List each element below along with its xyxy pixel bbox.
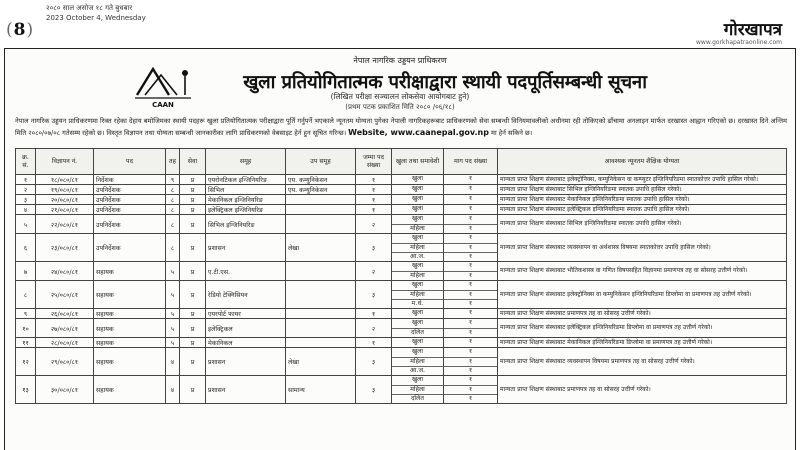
row-quota-entry: महिला [392,385,443,394]
row-service: प्र [180,376,206,404]
row-total-posts: १ [356,195,392,205]
row-demand-entry: १ [468,234,473,241]
row-demand [444,234,498,262]
row-quota [392,185,444,195]
row-serial: ८ [16,281,36,309]
row-quota [392,309,444,319]
row-quota [392,234,444,262]
row-level: ५ [166,319,180,338]
row-post: उपनिर्देशक [94,215,166,234]
newspaper-url: www.gorkhapatraonline.com [696,39,782,46]
row-advertisement-no: २१/०८०/८१ [36,205,94,215]
row-subgroup [286,215,356,234]
row-service: प्र [180,281,206,309]
row-demand [444,309,498,319]
row-level: ५ [166,309,180,319]
row-group: सिभिल इन्जिनियरिङ [206,215,286,234]
row-demand-entry: १ [468,215,473,222]
row-serial: १ [16,175,36,185]
row-demand [444,195,498,205]
table-row [16,262,787,281]
row-service: प्र [180,348,206,376]
row-advertisement-no: २३/०८०/८१ [36,234,94,262]
row-serial: ५ [16,215,36,234]
notice-intro: नेपाल नागरिक उड्डयन प्राधिकरणमा रिक्त रहेका देहाय बमोजिमका स्थायी पदहरू खुला प्रतियोगितात्मक परीक्षाद्वारा पूर्ति गर्नुपर्ने भएकाले न्यूनतम योग्यता पुगेका नेपाली नागरिकहरूबाट प्राधिकरणको सेवा सम्बन्धी विनियमावलीको अधीनमा रही तोकिएको ढाँचामा अनलाइन मार्फत दरखास्त आह्वान गरिएको छ। दरखास्त दिने अन्तिम मिति २०८०/०७/०८ गतेसम्म रहेको छ। विस्तृत विज्ञापन तथा योग्यता सम्बन्धी जानकारीका लागि प्राधिकरणको वेबसाइट हेर्न हुन सूचित गरिन्छ। Website, www.caanepal.gov.np मा हेर्न सकिने छ। [15,117,787,137]
row-quota-entry: खुला [411,348,424,355]
row-serial: १० [16,319,36,338]
row-qualification: मान्यता प्राप्त शिक्षण संस्थाबाट इलेक्ट्रिकल इन्जिनियरिङमा स्नातक उपाधि हासिल गरेको। [498,205,787,215]
row-serial: ३ [16,195,36,205]
row-quota-entry: महिला [392,357,443,366]
row-service: प्र [180,205,206,215]
row-group: एयरोनटिकल इन्जिनियरिङ [206,175,286,185]
row-level: ५ [166,262,180,281]
row-quota-entry: खुला [411,215,424,222]
row-advertisement-no: २२/०८०/८१ [36,215,94,234]
row-demand [444,281,498,309]
row-demand [444,376,498,404]
header-service: सेवा [180,149,206,175]
row-quota-entry: खुला [411,319,424,326]
row-serial: २ [16,185,36,195]
row-advertisement-no: २७/०८०/८१ [36,319,94,338]
row-advertisement-no: २५/०८०/८१ [36,281,94,309]
row-group: इलेक्ट्रिकल [206,319,286,338]
row-quota-entry: खुला [411,309,424,316]
table-row [16,338,787,348]
row-qualification: मान्यता प्राप्त शिक्षण संस्थाबाट मेकानिकल इन्जिनियरिङमा स्नातक उपाधि हासिल गरेको। [498,195,787,205]
row-level: ४ [166,348,180,376]
row-post: सहायक [94,348,166,376]
row-serial: १३ [16,376,36,404]
row-quota-entry: आ.ज. [392,366,443,375]
row-group: ए.टी.एस. [206,262,286,281]
row-demand [444,185,498,195]
row-level: ८ [166,185,180,195]
row-quota [392,205,444,215]
organization-name: नेपाल नागरिक उड्डयन प्राधिकरण [353,56,447,65]
row-qualification: मान्यता प्राप्त शिक्षण संस्थाबाट इलेक्ट्रोनिक्स, कम्युनिकेसन वा कम्प्युटर इन्जिनियरिङमा स्नातकोत्तर उपाधि हासिल गरेको। [498,175,787,185]
row-level: ९ [166,175,180,185]
vacancy-table-body [16,175,787,404]
row-serial: ६ [16,234,36,262]
row-subgroup [286,205,356,215]
row-demand-entry: १ [444,366,497,375]
row-service: प्र [180,185,206,195]
row-qualification: मान्यता प्राप्त शिक्षण संस्थाबाट प्रमाणपत्र तह वा सोसरह उत्तीर्ण गरेको। [498,309,787,319]
row-qualification: मान्यता प्राप्त शिक्षण संस्थाबाट व्यवस्थापन वा अर्थशास्त्र विषयमा स्नातकोत्तर उपाधि हासिल गरेको। [498,234,787,262]
svg-text:CAAN: CAAN [152,101,174,109]
row-level: ८ [166,234,180,262]
table-row [16,205,787,215]
row-service: प्र [180,309,206,319]
row-subgroup [286,338,356,348]
row-demand [444,175,498,185]
row-quota-entry: आ.ज. [392,252,443,261]
row-group: इलेक्ट्रिकल इन्जिनियरिङ [206,205,286,215]
row-quota [392,215,444,234]
row-subgroup [286,262,356,281]
row-quota-entry: खुला [411,234,424,241]
row-quota-entry: महिला [392,271,443,280]
row-group: प्रशासन [206,348,286,376]
vacancy-notice [4,48,796,450]
row-demand-entry: १ [468,281,473,288]
row-demand-entry: १ [444,252,497,261]
row-quota-entry: महिला [392,243,443,252]
table-row [16,348,787,376]
row-demand-entry: १ [444,328,497,337]
newspaper-name: गोरखापत्र [723,20,782,40]
row-demand-entry: १ [468,185,473,192]
row-demand-entry: १ [468,309,473,316]
table-row [16,195,787,205]
row-subgroup: सामान्य [286,376,356,404]
row-subgroup [286,195,356,205]
row-advertisement-no: २९/०८०/८१ [36,348,94,376]
row-quota-entry: खुला [411,338,424,345]
row-post: सहायक [94,376,166,404]
table-row [16,376,787,404]
row-demand-entry: १ [444,243,497,252]
row-subgroup [286,281,356,309]
row-quota [392,376,444,404]
row-group: रेडियो टेक्निसियन [206,281,286,309]
row-qualification: मान्यता प्राप्त शिक्षण संस्थाबाट इलेक्ट्रोनिक्स वा कम्युनिकेसन इन्जिनियरिङमा डिप्लोमा वा प्रमाणपत्र तह उत्तीर्ण गरेको। [498,281,787,309]
row-post: सहायक [94,262,166,281]
header-sn: क्र. सं. [16,149,36,175]
row-demand-entry: १ [468,338,473,345]
row-quota-entry: म.धे. [392,299,443,308]
website-link[interactable]: Website, www.caanepal.gov.np [348,128,489,137]
header-group: समूह [206,149,286,175]
row-quota [392,175,444,185]
row-demand-entry: १ [468,205,473,212]
row-quota-entry: खुला [411,185,424,192]
table-row [16,281,787,309]
row-advertisement-no: २८/०८०/८१ [36,338,94,348]
header-quota: खुला तथा समावेशी [392,149,444,175]
row-level: ४ [166,376,180,404]
row-subgroup [286,309,356,319]
row-qualification: मान्यता प्राप्त शिक्षण संस्थाबाट भौतिकशास्त्र वा गणित विषयसहित विज्ञानमा प्रमाणपत्र तह वा सोसरह उत्तीर्ण गरेको। [498,262,787,281]
row-qualification: मान्यता प्राप्त शिक्षण संस्थाबाट सिभिल इन्जिनियरिङमा स्नातक उपाधि हासिल गरेको। [498,185,787,195]
row-serial: ९ [16,309,36,319]
row-quota [392,195,444,205]
row-advertisement-no: २४/०८०/८१ [36,262,94,281]
row-demand-entry: १ [468,376,473,383]
row-group: मेकानिकल [206,338,286,348]
row-level: ५ [166,281,180,309]
row-advertisement-no: २६/०८०/८१ [36,309,94,319]
row-post: सहायक [94,319,166,338]
row-total-posts: २ [356,215,392,234]
row-level: ८ [166,215,180,234]
row-quota-entry: खुला [411,281,424,288]
row-quota-entry: खुला [411,262,424,269]
row-advertisement-no: १९/०८०/८१ [36,185,94,195]
row-group: मेकानिकल इन्जिनियरिङ [206,195,286,205]
row-total-posts: ३ [356,348,392,376]
row-demand [444,338,498,348]
row-qualification: मान्यता प्राप्त शिक्षण संस्थाबाट व्यवस्थापन विषयमा प्रमाणपत्र तह वा सोसरह उत्तीर्ण गरेको। [498,348,787,376]
row-quota-entry: खुला [411,376,424,383]
notice-number: (प्रथम पटक प्रकाशित मिति २०८० /०६/१८) [345,103,455,111]
table-row [16,319,787,338]
issue-date-nepali: २०८० साल असोज १८ गते बुधबार [46,4,133,12]
row-demand-entry: १ [468,319,473,326]
newspaper-masthead [0,0,800,46]
row-demand-entry: १ [444,224,497,233]
table-header-row [16,149,787,175]
row-quota-entry: खुला [411,175,424,182]
row-serial: १२ [16,348,36,376]
row-post: उपनिर्देशक [94,185,166,195]
row-quota-entry: दलित [392,394,443,403]
header-total: जम्मा पद संख्या [356,149,392,175]
row-demand [444,319,498,338]
row-post: सहायक [94,309,166,319]
row-total-posts: १ [356,205,392,215]
row-post: उपनिर्देशक [94,195,166,205]
row-quota-entry: खुला [411,205,424,212]
row-demand-entry: १ [444,271,497,280]
row-demand-entry: १ [444,290,497,299]
row-quota [392,338,444,348]
row-quota [392,319,444,338]
row-total-posts: ३ [356,281,392,309]
row-total-posts: १ [356,309,392,319]
row-demand [444,348,498,376]
row-subgroup: एय. कम्युनिकेसन [286,185,356,195]
row-post: सहायक [94,281,166,309]
row-serial: ११ [16,338,36,348]
row-quota [392,262,444,281]
row-qualification: मान्यता प्राप्त शिक्षण संस्थाबाट इलेक्ट्रिकल इन्जिनियरिङमा डिप्लोमा वा प्रमाणपत्र तह उत्तीर्ण गरेको। [498,319,787,338]
row-demand-entry: १ [468,195,473,202]
row-quota-entry: महिला [392,290,443,299]
header-demand: माग पद संख्या [444,149,498,175]
table-row [16,175,787,185]
row-advertisement-no: १८/०८०/८१ [36,175,94,185]
table-row [16,234,787,262]
row-quota-entry: दलित [392,328,443,337]
row-demand-entry: १ [444,394,497,403]
row-total-posts: ३ [356,234,392,262]
row-total-posts: २ [356,262,392,281]
row-level: ५ [166,338,180,348]
row-total-posts: १ [356,185,392,195]
row-group: प्रशासन [206,234,286,262]
row-qualification: मान्यता प्राप्त शिक्षण संस्थाबाट प्रमाणपत्र तह वा सोसरह उत्तीर्ण गरेको। [498,376,787,404]
row-demand-entry: १ [444,299,497,308]
row-demand [444,205,498,215]
row-demand [444,215,498,234]
row-post: उपनिर्देशक [94,234,166,262]
row-service: प्र [180,338,206,348]
row-total-posts: २ [356,319,392,338]
row-level: ८ [166,195,180,205]
row-service: प्र [180,195,206,205]
row-group: सिभिल [206,185,286,195]
row-service: प्र [180,234,206,262]
row-service: प्र [180,262,206,281]
row-total-posts: १ [356,175,392,185]
row-post: निर्देशक [94,175,166,185]
row-group: प्रशासन [206,376,286,404]
row-demand-entry: १ [444,357,497,366]
table-row [16,309,787,319]
row-subgroup: लेखा [286,348,356,376]
vacancy-table [15,148,787,404]
notice-subtitle: (लिखित परीक्षा सञ्चालन लोकसेवा आयोगबाट हुने) [330,92,470,101]
row-advertisement-no: २०/०८०/८१ [36,195,94,205]
row-qualification: मान्यता प्राप्त शिक्षण संस्थाबाट मेकानिकल इन्जिनियरिङमा डिप्लोमा वा प्रमाणपत्र तह उत्तीर्ण गरेको। [498,338,787,348]
row-subgroup [286,319,356,338]
row-quota [392,348,444,376]
row-serial: ७ [16,262,36,281]
row-post: उपनिर्देशक [94,205,166,215]
row-demand-entry: १ [468,175,473,182]
header-qualification: आवश्यक न्यूनतम शैक्षिक योग्यता [498,149,787,175]
row-demand-entry: १ [444,385,497,394]
issue-date-english: 2023 October 4, Wednesday [46,14,146,22]
row-quota-entry: खुला [411,195,424,202]
row-service: प्र [180,215,206,234]
row-level: ८ [166,205,180,215]
page-number: ( 8 ) [6,22,33,39]
header-advertisement: विज्ञापन नं. [36,149,94,175]
notice-title: खुला प्रतियोगितात्मक परीक्षाद्वारा स्थायी पदपूर्तिसम्बन्धी सूचना [243,72,647,93]
row-service: प्र [180,175,206,185]
row-group: एयरपोर्ट फायर [206,309,286,319]
row-qualification: मान्यता प्राप्त शिक्षण संस्थाबाट सिभिल इन्जिनियरिङमा स्नातक उपाधि हासिल गरेको। [498,215,787,234]
header-level: तह [166,149,180,175]
row-service: प्र [180,319,206,338]
row-quota-entry: महिला [392,224,443,233]
row-serial: ४ [16,205,36,215]
row-demand-entry: १ [468,348,473,355]
row-advertisement-no: ३०/०८०/८१ [36,376,94,404]
row-demand-entry: १ [468,262,473,269]
table-row [16,215,787,234]
row-total-posts: १ [356,338,392,348]
table-row [16,185,787,195]
row-subgroup: एय. कम्युनिकेसन [286,175,356,185]
header-subgroup: उप समूह [286,149,356,175]
row-quota [392,281,444,309]
row-total-posts: ३ [356,376,392,404]
row-demand [444,262,498,281]
row-post: सहायक [94,338,166,348]
row-subgroup: लेखा [286,234,356,262]
header-post: पद [94,149,166,175]
